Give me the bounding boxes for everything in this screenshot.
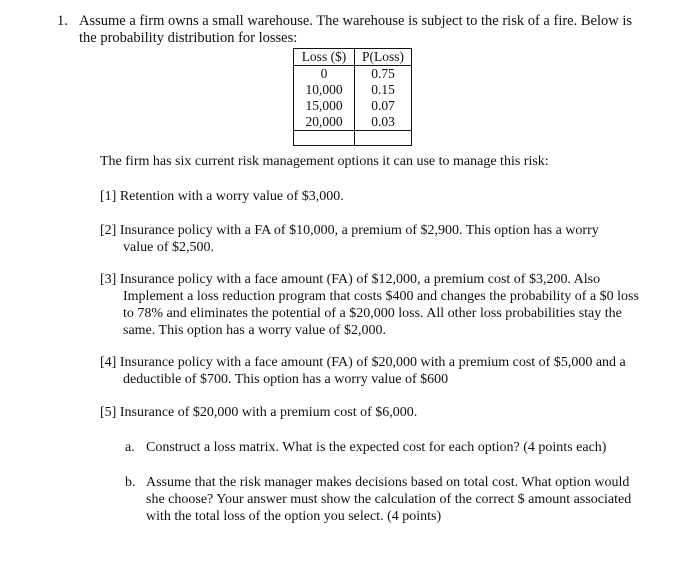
subquestion-letter: b.	[125, 475, 136, 490]
loss-value: 0	[294, 66, 355, 83]
table-row	[294, 66, 412, 83]
option-5	[100, 404, 660, 421]
subquestion-a	[125, 439, 655, 456]
option-3	[100, 271, 660, 339]
table-blank-row	[294, 131, 412, 146]
option-text: Insurance policy with a face amount (FA) of $12,000, a premium cost of $3,200. Also	[119, 272, 601, 287]
option-text-continued: value of $2,500.	[123, 240, 214, 255]
option-text: Insurance policy with a face amount (FA) of $20,000 with a premium cost of $5,000 and a	[119, 355, 626, 370]
loss-value: 15,000	[294, 98, 355, 114]
option-text-continued: deductible of $700. This option has a worry value of $600	[123, 372, 449, 387]
option-text-continued: Implement a loss reduction program that costs $400 and changes the probability of a $0 loss to 78% and eliminates the potential of a $20,000 loss. All other loss probabilities stay the same. This option has a worry value of $2,000.	[123, 289, 639, 338]
option-label: [1]	[100, 189, 117, 204]
header-probability: P(Loss)	[355, 49, 412, 66]
option-1	[100, 188, 660, 205]
option-2	[100, 222, 660, 256]
probability-value: 0.03	[355, 114, 412, 131]
option-label: [4]	[100, 355, 117, 370]
table-row	[294, 82, 412, 98]
subquestion-text: Assume that the risk manager makes decisions based on total cost. What option would she choose? Your answer must show the calculation of the correct $ amount associated with the total loss of the option you select. (4 points)	[146, 475, 632, 524]
table-row	[294, 114, 412, 131]
loss-value: 10,000	[294, 82, 355, 98]
subquestion-letter: a.	[125, 440, 135, 455]
question-intro-line1: Assume a firm owns a small warehouse. The warehouse is subject to the risk of a fire. Below is	[79, 13, 633, 29]
table-header-row	[294, 49, 412, 66]
option-text: Retention with a worry value of $3,000.	[119, 189, 344, 204]
option-label: [2]	[100, 223, 117, 238]
probability-value: 0.15	[355, 82, 412, 98]
options-intro: The firm has six current risk management options it can use to manage this risk:	[100, 154, 549, 169]
subquestion-b	[125, 474, 655, 525]
option-label: [3]	[100, 272, 117, 287]
loss-distribution-table	[293, 48, 412, 146]
question-intro-line2: the probability distribution for losses:	[79, 30, 298, 46]
loss-value: 20,000	[294, 114, 355, 131]
option-text: Insurance of $20,000 with a premium cost of $6,000.	[119, 405, 418, 420]
probability-value: 0.75	[355, 66, 412, 83]
header-loss: Loss ($)	[294, 49, 355, 66]
question-number: 1.	[57, 13, 68, 29]
probability-value: 0.07	[355, 98, 412, 114]
subquestion-text: Construct a loss matrix. What is the expected cost for each option? (4 points each)	[146, 440, 607, 455]
option-4	[100, 354, 660, 388]
table-row	[294, 98, 412, 114]
option-label: [5]	[100, 405, 117, 420]
option-text: Insurance policy with a FA of $10,000, a premium of $2,900. This option has a worry	[119, 223, 599, 238]
